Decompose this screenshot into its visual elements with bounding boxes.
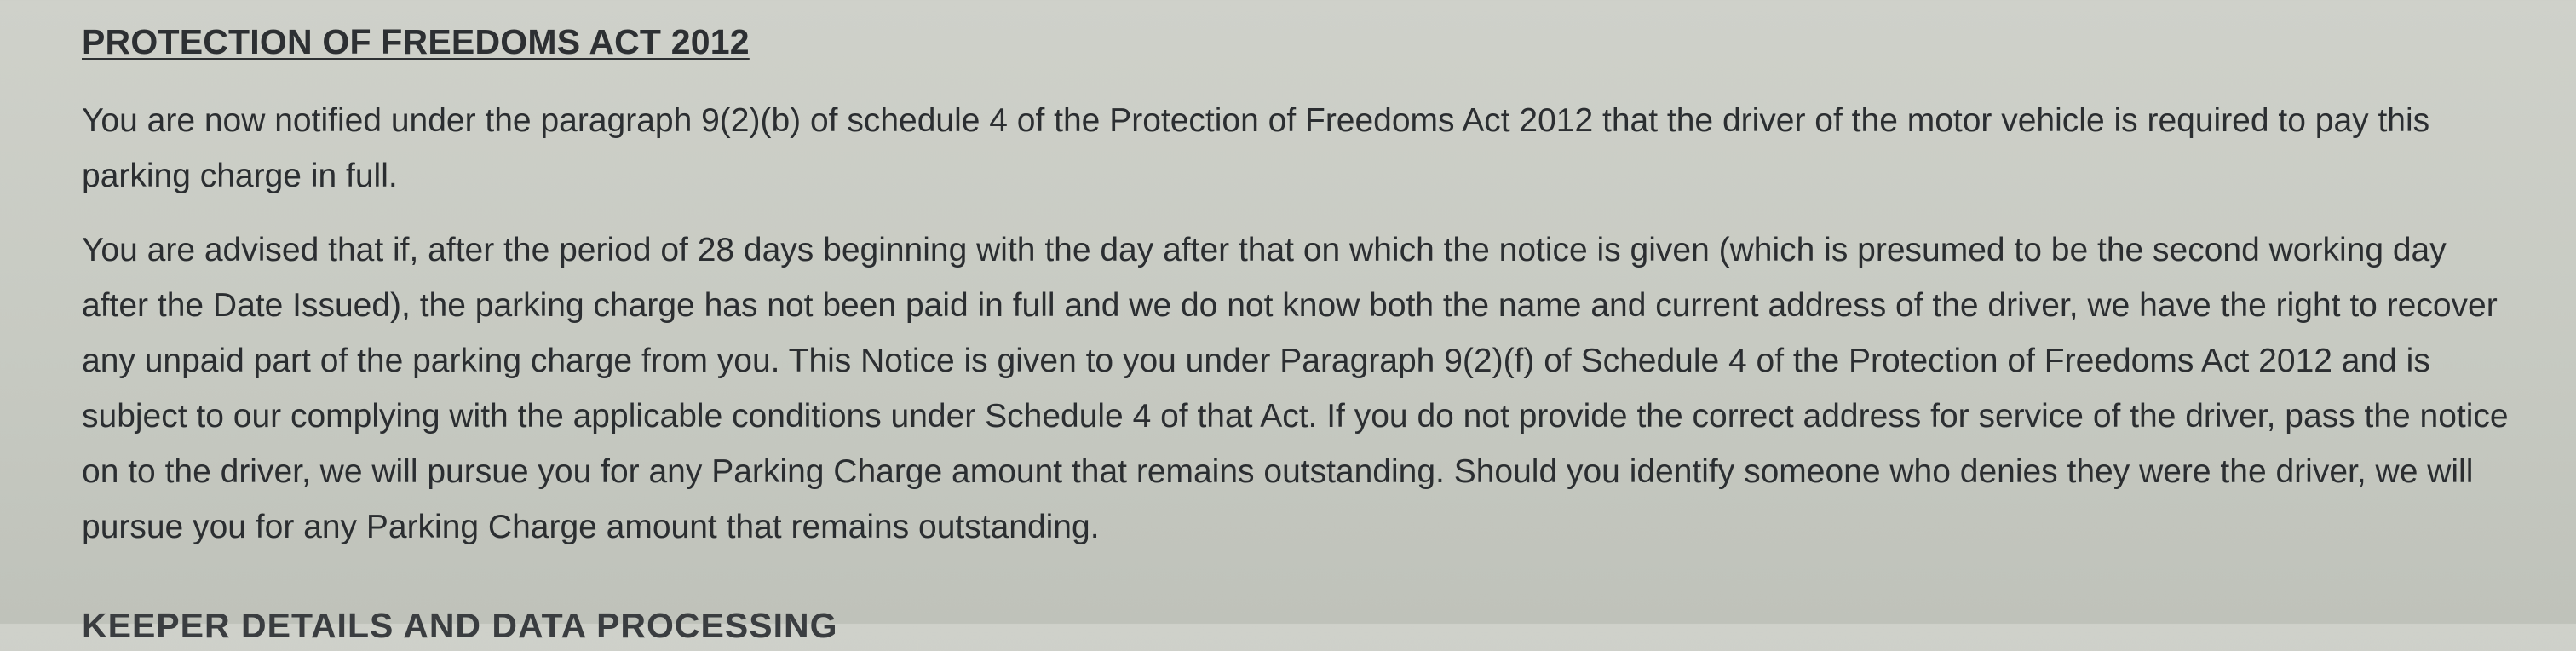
paragraph-notification: You are now notified under the paragraph 9(2)(b) of schedule 4 of the Protection of Freedoms Act 2012 that the driver of the motor vehicle is required to pay this parking charge in full. — [82, 102, 2430, 194]
paragraph-advice: You are advised that if, after the period of 28 days beginning with the day after that on which the notice is given (which is presumed to be the second working day after the Date Issued), the parking charge has not been paid in full and we do not know both the name and current address of the driver, we have the right to recover any unpaid part of the parking charge from you. This Notice is given to you under Paragraph 9(2)(f) of Schedule 4 of the Protection of Freedoms Act 2012 and is subject to our complying with the applicable conditions under Schedule 4 of that Act. If you do not provide the correct address for service of the driver, pass the notice on to the driver, we will pursue you for any Parking Charge amount that remains outstanding. Should you identify someone who denies they were the driver, we will pursue you for any Parking Charge amount that remains outstanding. — [82, 232, 2509, 545]
next-section-heading: KEEPER DETAILS AND DATA PROCESSING — [82, 606, 838, 645]
next-section-heading-cutoff — [82, 600, 1019, 651]
section-heading: PROTECTION OF FREEDOMS ACT 2012 — [82, 22, 750, 61]
document-page — [82, 22, 2518, 573]
